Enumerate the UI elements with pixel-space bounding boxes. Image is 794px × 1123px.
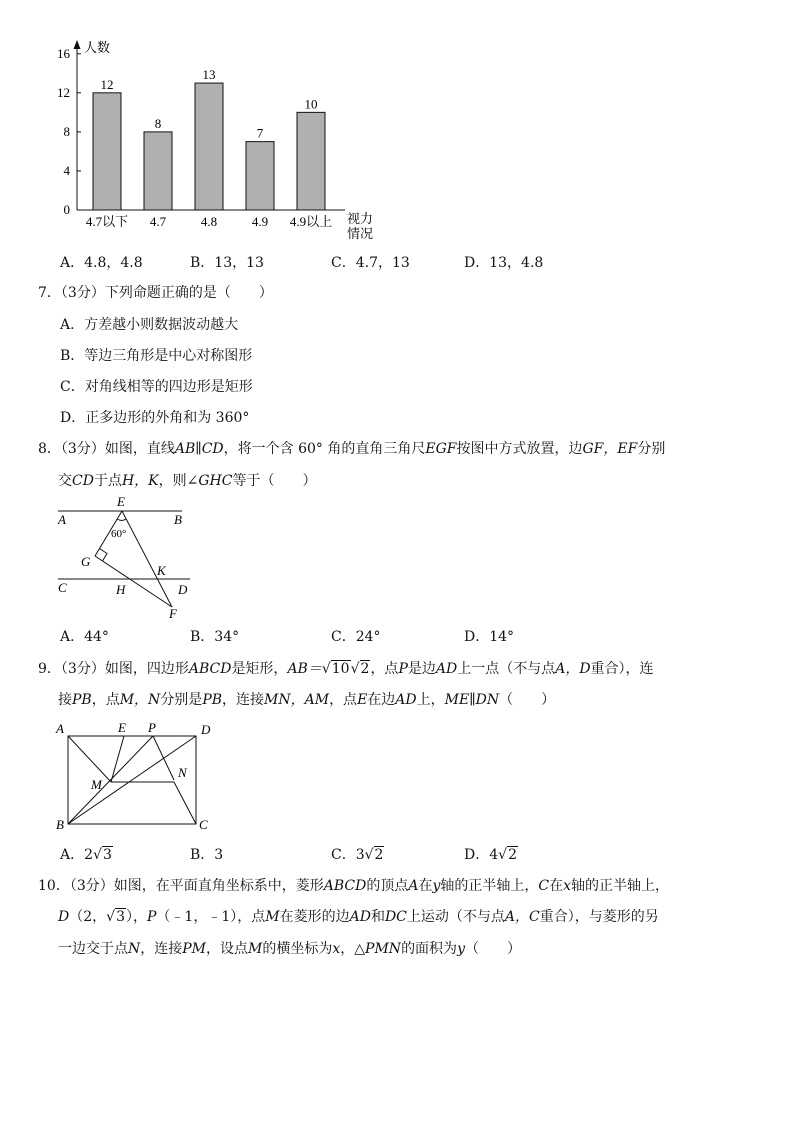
q6-option-d[interactable]: D．13，4.8: [464, 255, 544, 271]
q7-option-d[interactable]: D．正多边形的外角和为 360°: [60, 410, 250, 426]
label-b: B: [174, 512, 182, 527]
q6-option-b[interactable]: B．13，13: [190, 255, 264, 271]
x-category-label: 4.8: [200, 214, 218, 229]
x-category-label: 4.7: [149, 214, 167, 229]
label-a: A: [58, 512, 66, 527]
q7-option-b[interactable]: B．等边三角形是中心对称图形: [60, 348, 253, 364]
bar-value-label: 7: [256, 125, 264, 141]
label-e: E: [118, 720, 126, 735]
label-b: B: [56, 817, 64, 832]
q8-option-b[interactable]: B．34°: [190, 629, 240, 645]
q9-stem-line1: 9．（3分）如图，四边形ABCD是矩形，AB＝√10√2，点P是边AD上一点（不与点A，D重合），连: [38, 661, 654, 677]
label-d: D: [178, 582, 188, 597]
y-tick-label: 8: [63, 123, 70, 139]
segment-me: [111, 736, 124, 782]
label-c: C: [199, 817, 208, 832]
label-h: H: [116, 582, 126, 597]
q8-option-a[interactable]: A．44°: [60, 629, 109, 645]
bar: [246, 142, 274, 210]
label-e: E: [117, 494, 125, 509]
segment-ef: [122, 511, 172, 607]
x-axis-label-line1: 视力: [347, 211, 374, 226]
label-60-degree: 60°: [111, 528, 127, 540]
q9-stem-line2: 接PB，点M，N分别是PB，连接MN，AM，点E在边AD上，ME∥DN（ ）: [58, 692, 556, 708]
q6-options: [0, 254, 794, 272]
q9-option-b[interactable]: B．3: [190, 847, 224, 863]
segment-am: [68, 736, 111, 782]
bar: [93, 93, 121, 210]
q8-stem-line2: 交CD于点H，K，则∠GHC等于（ ）: [58, 473, 317, 489]
q8-stem-line1: 8．（3分）如图，直线AB∥CD，将一个含 60° 角的直角三角尺EGF按图中方式放置，边GF，EF分别: [38, 441, 666, 457]
q8-figure: [50, 492, 200, 622]
bar: [195, 83, 223, 210]
q10-stem-line1: 10．（3分）如图，在平面直角坐标系中，菱形ABCD的顶点A在y轴的正半轴上，C在x轴的正半轴上，: [38, 878, 670, 894]
bar-value-label: 10: [304, 96, 318, 112]
label-k: K: [157, 563, 166, 578]
bar-value-label: 8: [154, 115, 162, 131]
y-tick-label: 12: [57, 84, 70, 100]
label-c: C: [58, 580, 67, 595]
label-p: P: [148, 720, 156, 735]
label-f: F: [169, 606, 177, 621]
angle-arc: [117, 519, 126, 521]
q7-option-c[interactable]: C．对角线相等的四边形是矩形: [60, 379, 253, 395]
q6-option-c[interactable]: C．4.7，13: [331, 255, 410, 271]
q9-option-d[interactable]: D．4√2: [464, 847, 517, 863]
label-m: M: [91, 777, 102, 792]
q8-option-d[interactable]: D．14°: [464, 629, 515, 645]
segment-pn: [153, 736, 174, 780]
label-n: N: [178, 765, 187, 780]
q9-option-c[interactable]: C．3√2: [331, 847, 384, 863]
y-axis-label: 人数: [84, 40, 111, 55]
q7-option-a[interactable]: A．方差越小则数据波动越大: [60, 317, 239, 333]
y-axis-arrow: [74, 40, 81, 49]
y-tick-label: 4: [63, 162, 70, 178]
q7-stem: 7．（3分）下列命题正确的是（ ）: [38, 285, 273, 301]
x-axis-label-line2: 情况: [347, 226, 374, 241]
bar: [297, 112, 325, 210]
q10-stem-line3: 一边交于点N，连接PM，设点M的横坐标为x，△PMN的面积为y（ ）: [58, 941, 521, 957]
label-a: A: [56, 721, 64, 736]
bar-value-label: 12: [100, 76, 114, 92]
right-angle-mark: [100, 549, 108, 562]
q9-options: [0, 846, 794, 866]
q8-option-c[interactable]: C．24°: [331, 629, 381, 645]
x-category-label: 4.9: [251, 214, 269, 229]
segment-nc: [174, 782, 196, 824]
q6-option-a[interactable]: A．4.8，4.8: [60, 255, 143, 271]
x-category-label: 4.9以上: [289, 214, 333, 229]
q8-options: [0, 628, 794, 646]
q9-figure: [50, 716, 220, 836]
bar-value-label: 13: [202, 67, 216, 83]
label-g: G: [81, 554, 91, 569]
y-tick-label: 0: [63, 202, 70, 217]
diagonal-bd: [68, 736, 196, 824]
q9-option-a[interactable]: A．2√3: [60, 847, 112, 863]
y-tick-label: 16: [57, 45, 70, 61]
bar-chart: [40, 36, 390, 248]
label-d: D: [201, 722, 211, 737]
q10-stem-line2: D（2，√3），P（﹣1，﹣1），点M在菱形的边AD和DC上运动（不与点A，C重合），与菱形的另: [58, 909, 659, 925]
x-category-label: 4.7以下: [85, 214, 129, 229]
bar: [144, 132, 172, 210]
